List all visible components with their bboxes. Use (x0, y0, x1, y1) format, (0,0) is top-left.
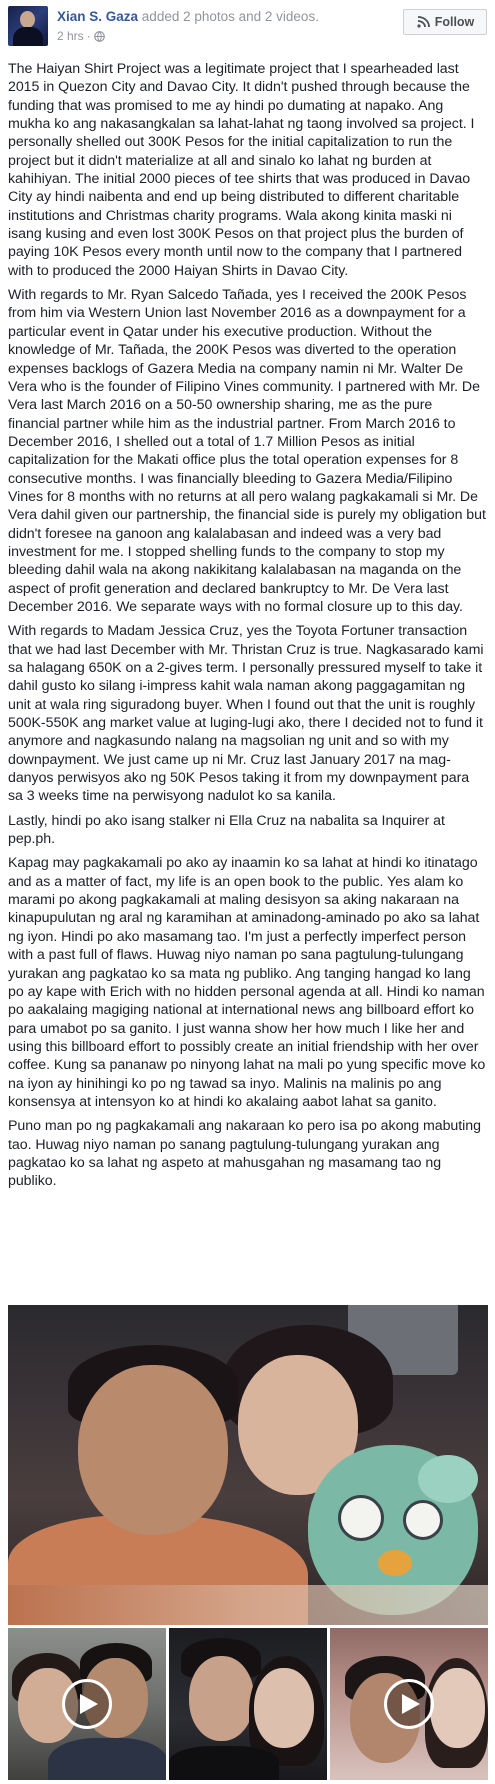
play-icon (79, 1693, 99, 1715)
post-timestamp[interactable]: 2 hrs (57, 29, 84, 43)
follow-button-label: Follow (434, 15, 475, 29)
post-action-text: added 2 photos and 2 videos. (138, 9, 319, 24)
avatar-head-shape (20, 11, 35, 28)
photo-plush-eye-shape (403, 1500, 443, 1540)
author-avatar[interactable] (8, 6, 48, 46)
photo-thumbnail[interactable] (169, 1628, 327, 1780)
photo-plush-beak-shape (378, 1550, 412, 1576)
video-thumbnail[interactable] (330, 1628, 488, 1780)
meta-separator: · (86, 29, 91, 43)
post-paragraph: With regards to Mr. Ryan Salcedo Tañada, yes I received the 200K Pesos from him via Western Union last November 2016 as a downpayment for a particular event in Qatar under his executive production. Without the knowledge of Mr. Tañada, the 200K Pesos was diverted to the operation expenses backlogs of Gazera Media na company namin ni Mr. Walter De Vera who is the founder of Filipino Vines community. I partnered with Mr. De Vera last March 2016 on a 50-50 ownership sharing, me as the pure financial partner while him as the industrial partner. From March 2016 to December 2016, I shelled out a total of 1.7 Million Pesos as initial capitalization for the Makati office plus the total operation expenses for 8 consecutive months. I was financially bleeding to Gazera Media/Filipino Vines for 8 months with no returns at all pero walang pagkakamali si Mr. De Vera dahil given our partnership, the financial side is purely my obligation but didn't foresee na ganoon ang kalalabasan and indeed was a very bad investment for me. I stopped shelling funds to the company to stop my bleeding dahil wala na akong nakikitang kalalabasan na maganda on the aspect of profit generation and declared bankruptcy to Mr. De Vera last December 2016. We separate ways with no formal closure up to this day. (8, 287, 486, 615)
follow-button[interactable] (403, 9, 487, 35)
thumb-face-shape (189, 1656, 254, 1741)
post-header (8, 6, 487, 50)
video-thumbnail[interactable] (8, 1628, 166, 1780)
rss-icon (416, 16, 430, 28)
photo-plush-eye-shape (338, 1495, 384, 1541)
media-thumbnails (8, 1628, 488, 1780)
post-body (8, 60, 487, 1197)
post-paragraph: Kapag may pagkakamali po ako ay inaamin ko sa lahat at hindi ko itinatago and as a matter of fact, my life is an open book to the public. Yes alam ko marami po akong pagkakamali at maling desisyon sa aking nakaraan na kinapupulutan ng aral ng karamihan at aminadong-aminado po ako sa lahat ng iyon. Hindi po ako masamang tao. I'm just a perfectly imperfect person with a past full of flaws. Huwag niyo naman po sana pagtulung-tulungang yurakan ang pagkatao ko sa mata ng publiko. Ang tanging hangad ko lang po ay kape with Erich with no hidden personal agenda at all. Hindi ko naman po aakalaing magiging national at international news ang billboard effort ko para umabot po sa ganito. I just wanna show her how much I like her and using this billboard effort to possibly create an initial friendship with her over coffee. Kung sa pananaw po ninyong lahat na mali po yung specific move ko na iyon ay hinihingi ko po ng tawad sa inyo. Malinis na malinis po ang konsensya at intensyon ko at hindi ko akalaing aabot lahat sa ganito. (8, 855, 486, 1110)
thumb-face-shape (254, 1668, 314, 1748)
avatar-body-shape (13, 27, 43, 46)
play-button[interactable] (384, 1679, 434, 1729)
photo-face-shape (78, 1365, 228, 1535)
thumb-face-shape (430, 1668, 485, 1748)
media-grid (8, 1305, 488, 1780)
post-paragraph: Puno man po ng pagkakamali ang nakaraan ko pero isa po akong mabuting tao. Huwag niyo naman po sanang pagtulung-tulungang yurakan ang pagkatao ko sa lahat ng aspeto at mahusgahan ng masamang tao ng publiko. (8, 1118, 481, 1190)
globe-icon[interactable] (94, 31, 105, 42)
post-paragraph: With regards to Madam Jessica Cruz, yes the Toyota Fortuner transaction that we had last December with Mr. Thristan Cruz is true. Nagkasarado kami sa halagang 650K on a 2-gives term. I personally pressured myself to take it dahil gusto ko silang i-impress kahit wala naman akong paggagamitan ng unit at wala ring siguradong buyer. When I found out that the unit is roughly 500K-550K ang market value at luging-lugi ako, there I decided not to fund it anymore and nagkasundo nalang na magsolian ng unit and so with my downpayment. We just came up ni Mr. Cruz last January 2017 na mag-danyos perwisyos ako ng 50K Pesos taking it from my downpayment para sa 3 weeks time na perwisyong nadulot ko sa kanila. (8, 623, 484, 805)
post-paragraph: Lastly, hindi po ako isang stalker ni Ella Cruz na nabalita sa Inquirer at pep.ph. (8, 812, 445, 848)
play-button[interactable] (62, 1679, 112, 1729)
thumb-shirt-shape (48, 1738, 166, 1780)
main-photo[interactable] (8, 1305, 488, 1625)
photo-plush-tuft-shape (418, 1455, 478, 1503)
post-paragraph: The Haiyan Shirt Project was a legitimate project that I spearheaded last 2015 in Quezon City and Davao City. It didn't pushed through because the funding that was promised to me ay hindi po dumating at napako. Ang mukha ko ang nakasangkalan sa lahat-lahat ng taong involved sa project. I personally shelled out 300K Pesos for the initial capitalization to run the project but it didn't materialize at all and sinalo ko lahat ng burden at kahihiyan. The initial 2000 pieces of tee shirts that was produced in Davao City ay hindi naibenta and end up being distributed to different charitable institutions and Christmas charity programs. Wala akong kinita maski ni isang kusing and even lost 300K Pesos on that project plus the burden of paying 10K Pesos every month until now to the company that I partnered with to produced the 2000 Haiyan Shirts in Davao City. (8, 61, 475, 279)
photo-fabric-shape (8, 1585, 488, 1625)
play-icon (401, 1693, 421, 1715)
author-line (57, 9, 319, 24)
author-name-link[interactable]: Xian S. Gaza (57, 9, 139, 24)
thumb-shirt-shape (169, 1746, 279, 1780)
post-meta (57, 29, 105, 43)
